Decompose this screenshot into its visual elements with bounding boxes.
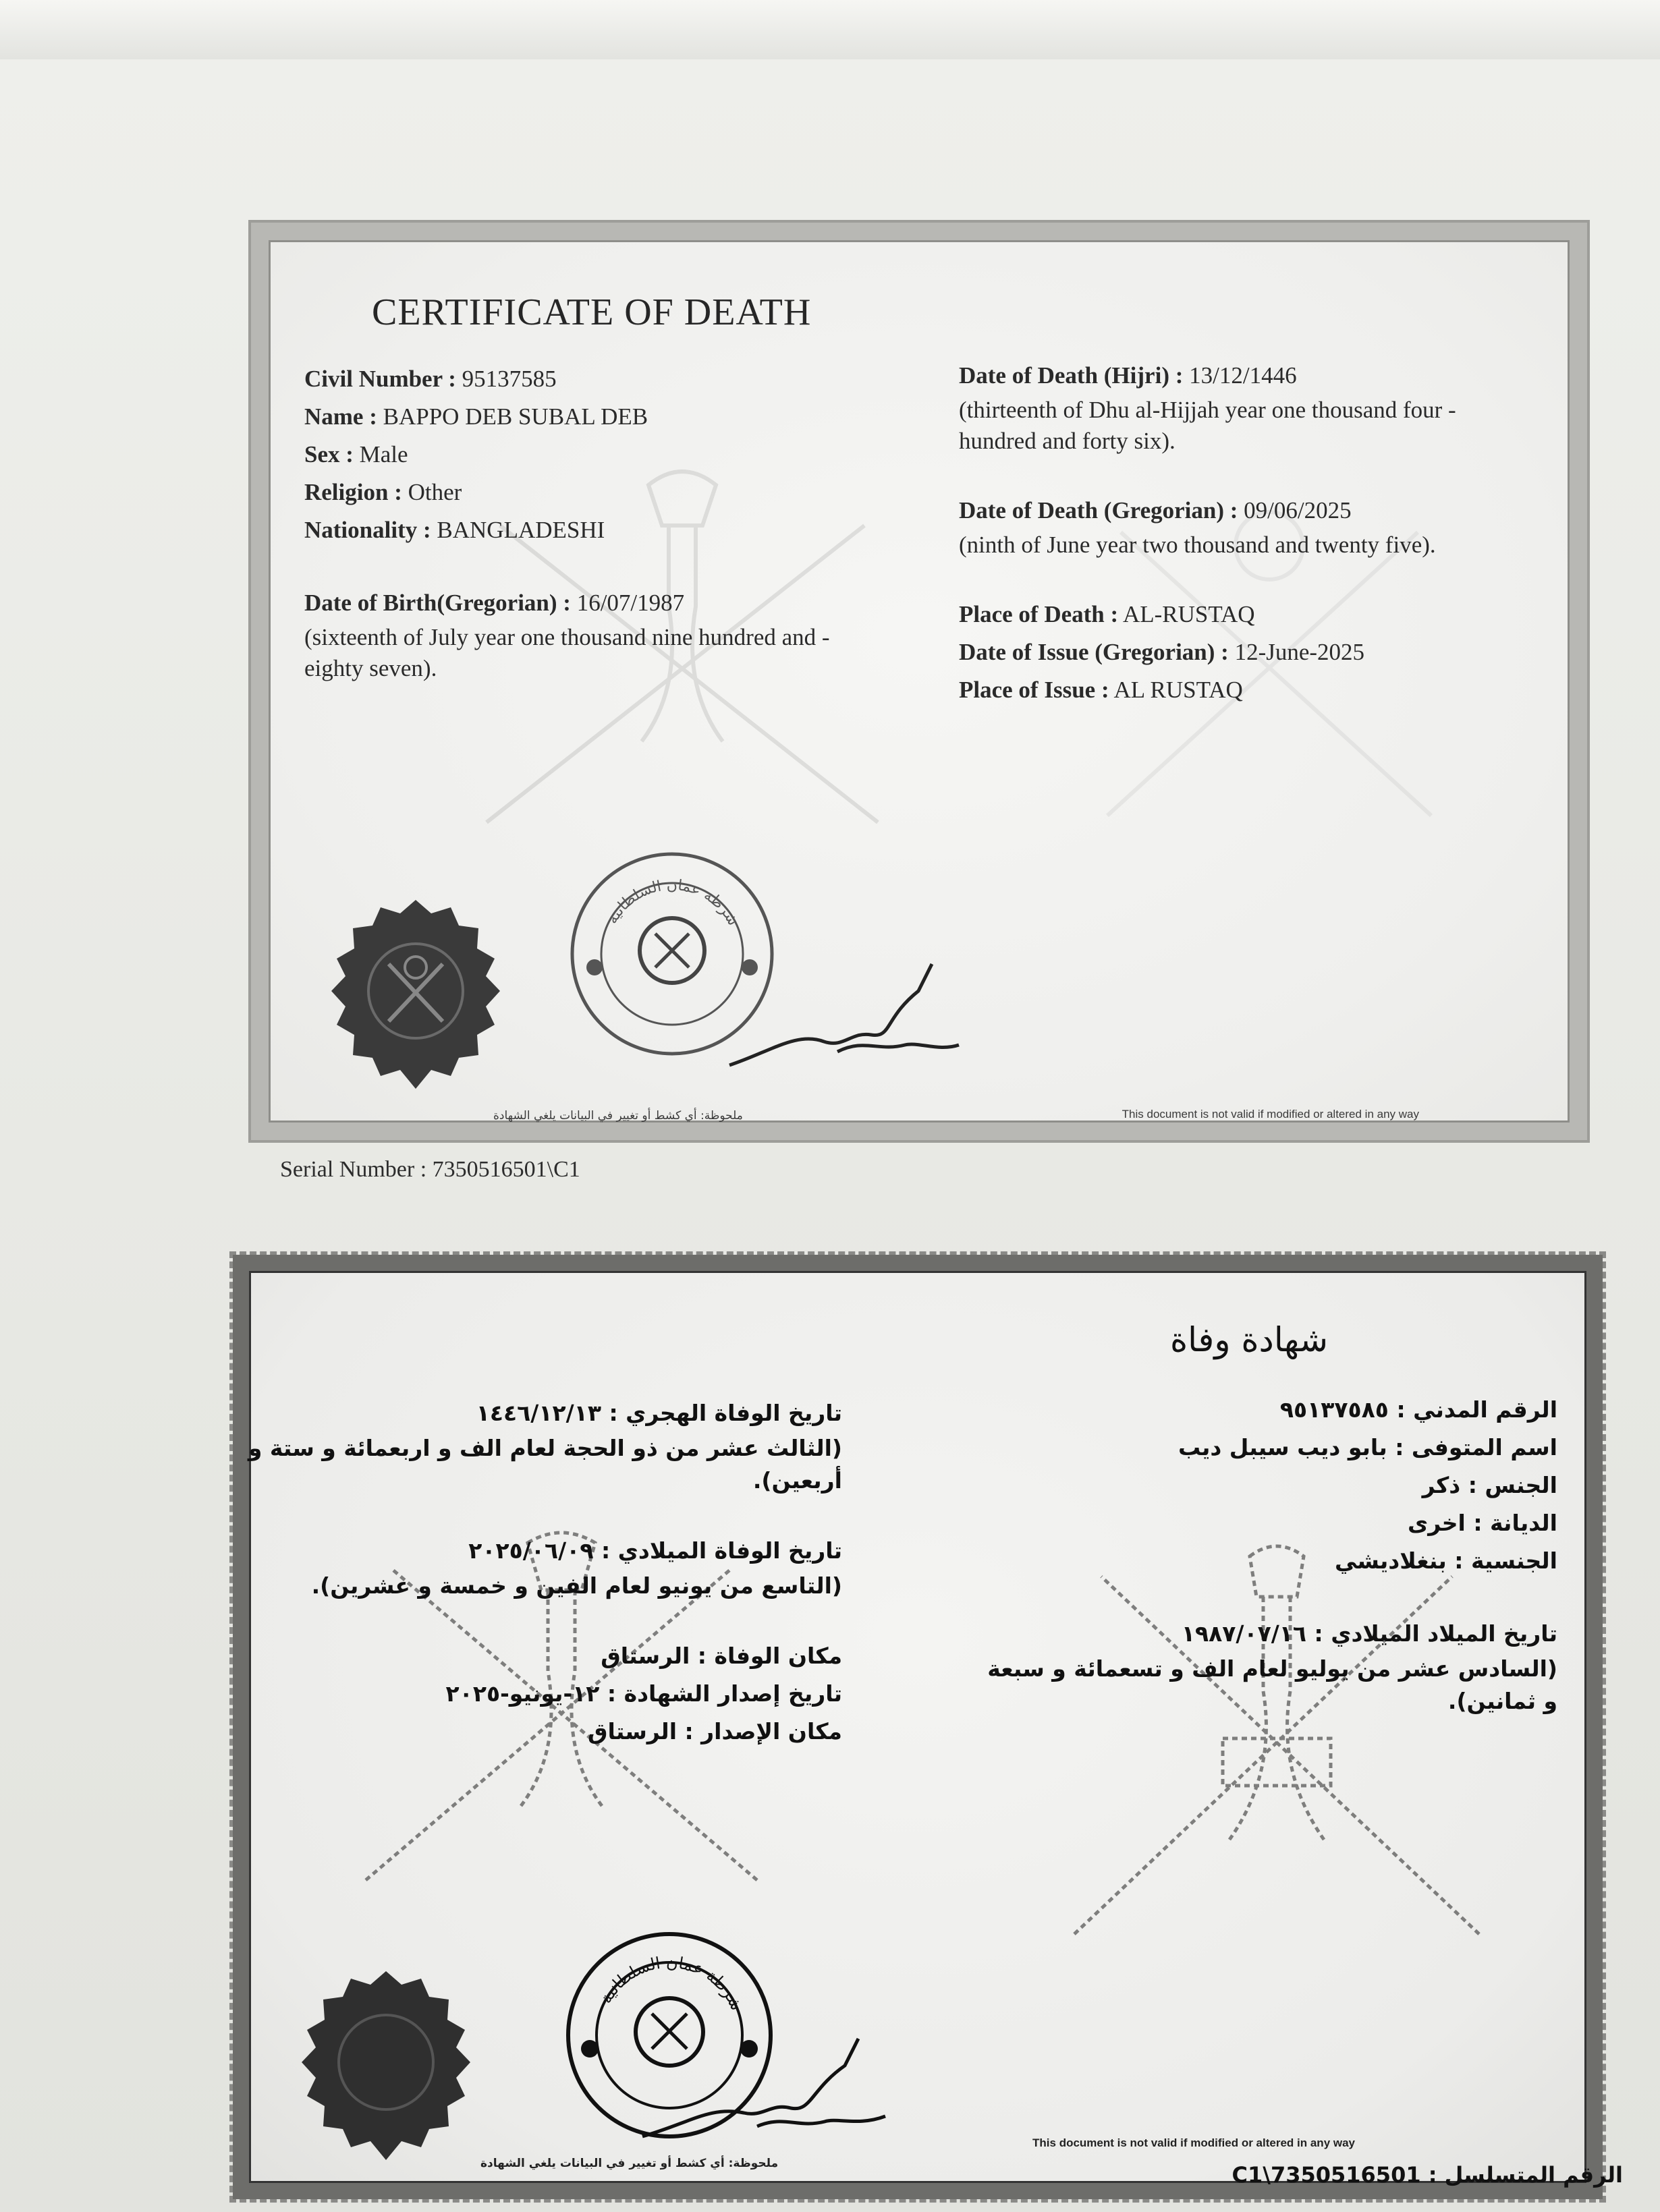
place-of-death-value: AL-RUSTAQ xyxy=(1123,601,1255,627)
dob-value: 16/07/1987 xyxy=(576,590,685,616)
certificate-arabic xyxy=(233,1255,1603,2199)
nationality-value: BANGLADESHI xyxy=(437,517,605,543)
embossed-seal-icon-arabic xyxy=(288,1968,484,2163)
serial-number-arabic: الرقم المتسلسل : 7350516501\C1 xyxy=(1232,2162,1623,2188)
certificate-arabic-inner xyxy=(249,1271,1586,2183)
nationality-row xyxy=(304,511,912,549)
personal-details xyxy=(304,360,912,684)
signature-icon xyxy=(716,951,966,1085)
dod-greg-value: 09/06/2025 xyxy=(1244,497,1352,523)
name-arabic: اسم المتوفى : بابو ديب سيبل ديب xyxy=(1178,1434,1557,1461)
stamp-text-arabic: شرطة عمان السلطانية xyxy=(596,1952,746,2014)
sex-value: Male xyxy=(359,441,408,467)
place-of-issue-value: AL RUSTAQ xyxy=(1113,677,1243,703)
nationality-arabic: الجنسية : بنغلاديشي xyxy=(1334,1548,1557,1574)
death-details xyxy=(959,357,1566,709)
dod-greg-words: (ninth of June year two thousand and twenty five). xyxy=(959,532,1436,558)
dod-hijri-label: Date of Death (Hijri) : xyxy=(959,362,1184,389)
alteration-notice-arabic-2: ملحوظة: أي كشط أو تغيير في البيانات يلغي الشهادة xyxy=(480,2157,779,2170)
name-label: Name : xyxy=(304,403,377,430)
civil-number-row xyxy=(304,360,912,398)
place-of-issue-arabic: مكان الإصدار : الرستاق xyxy=(587,1718,842,1745)
embossed-seal-icon xyxy=(318,897,514,1092)
dod-greg-arabic: تاريخ الوفاة الميلادي : ٢٠٢٥/٠٦/٠٩ xyxy=(468,1537,842,1564)
place-of-issue-label: Place of Issue : xyxy=(959,677,1109,703)
validity-notice: This document is not valid if modified or altered in any way xyxy=(1122,1108,1419,1121)
civil-number-value: 95137585 xyxy=(462,366,557,392)
name-row xyxy=(304,398,912,436)
civil-number-arabic: الرقم المدني : ٩٥١٣٧٥٨٥ xyxy=(1279,1396,1557,1423)
dod-hijri-words: (thirteenth of Dhu al-Hijjah year one thousand four - hundred and forty six). xyxy=(959,397,1456,454)
religion-arabic: الديانة : اخرى xyxy=(1408,1510,1557,1536)
svg-text:شرطة عمان السلطانية xyxy=(597,1953,746,2014)
death-details-arabic xyxy=(235,1394,842,1751)
serial-number: Serial Number : 7350516501\C1 xyxy=(280,1157,580,1182)
dob-words-arabic: (السادس عشر من يوليو لعام الف و تسعمائة و سبعة و ثمانين). xyxy=(987,1655,1557,1714)
svg-text:شرطة عمان السلطانية xyxy=(604,877,742,929)
sex-arabic: الجنس : ذكر xyxy=(1422,1472,1557,1498)
place-of-issue-row xyxy=(959,671,1566,709)
dod-hijri-arabic: تاريخ الوفاة الهجري : ١٤٤٦/١٢/١٣ xyxy=(476,1400,842,1426)
signature-icon-arabic xyxy=(629,2029,892,2157)
religion-value: Other xyxy=(408,479,462,505)
dob-words: (sixteenth of July year one thousand nine hundred and - eighty seven). xyxy=(304,624,830,681)
dob-label: Date of Birth(Gregorian) : xyxy=(304,590,571,616)
religion-row xyxy=(304,474,912,511)
dob-arabic: تاريخ الميلاد الميلادي : ١٩٨٧/٠٧/١٦ xyxy=(1181,1620,1557,1647)
dod-greg-row xyxy=(959,492,1566,530)
civil-number-label: Civil Number : xyxy=(304,366,456,392)
dod-hijri-words-arabic: (الثالث عشر من ذو الحجة لعام الف و اربعمائة و ستة و أربعين). xyxy=(248,1435,842,1494)
dob-row xyxy=(304,584,912,622)
alteration-notice-arabic: ملحوظة: أي كشط أو تغيير في البيانات يلغي الشهادة xyxy=(493,1109,743,1123)
dod-greg-label: Date of Death (Gregorian) : xyxy=(959,497,1238,523)
name-value: BAPPO DEB SUBAL DEB xyxy=(383,403,648,430)
place-of-death-label: Place of Death : xyxy=(959,601,1119,627)
certificate-title: CERTIFICATE OF DEATH xyxy=(372,291,812,333)
dod-hijri-value: 13/12/1446 xyxy=(1189,362,1297,389)
date-of-issue-arabic: تاريخ إصدار الشهادة : ١٢-يونيو-٢٠٢٥ xyxy=(445,1680,842,1707)
validity-notice-2: This document is not valid if modified or altered in any way xyxy=(1032,2136,1355,2149)
dod-greg-words-arabic: (التاسع من يونيو لعام الفين و خمسة و عشرين). xyxy=(311,1572,842,1599)
sex-label: Sex : xyxy=(304,441,354,467)
paper-top-edge xyxy=(0,0,1660,63)
stamp-text: شرطة عمان السلطانية xyxy=(603,876,742,929)
certificate-english-inner xyxy=(269,240,1570,1123)
place-of-death-arabic: مكان الوفاة : الرستاق xyxy=(601,1643,842,1669)
dod-hijri-row xyxy=(959,357,1566,395)
sex-row xyxy=(304,436,912,474)
date-of-issue-label: Date of Issue (Gregorian) : xyxy=(959,639,1229,665)
place-of-death-row xyxy=(959,596,1566,633)
date-of-issue-row xyxy=(959,633,1566,671)
date-of-issue-value: 12-June-2025 xyxy=(1234,639,1365,665)
religion-label: Religion : xyxy=(304,479,402,505)
nationality-label: Nationality : xyxy=(304,517,431,543)
personal-details-arabic xyxy=(984,1391,1557,1718)
certificate-english xyxy=(251,223,1587,1140)
certificate-title-arabic: شهادة وفاة xyxy=(1169,1320,1328,1359)
